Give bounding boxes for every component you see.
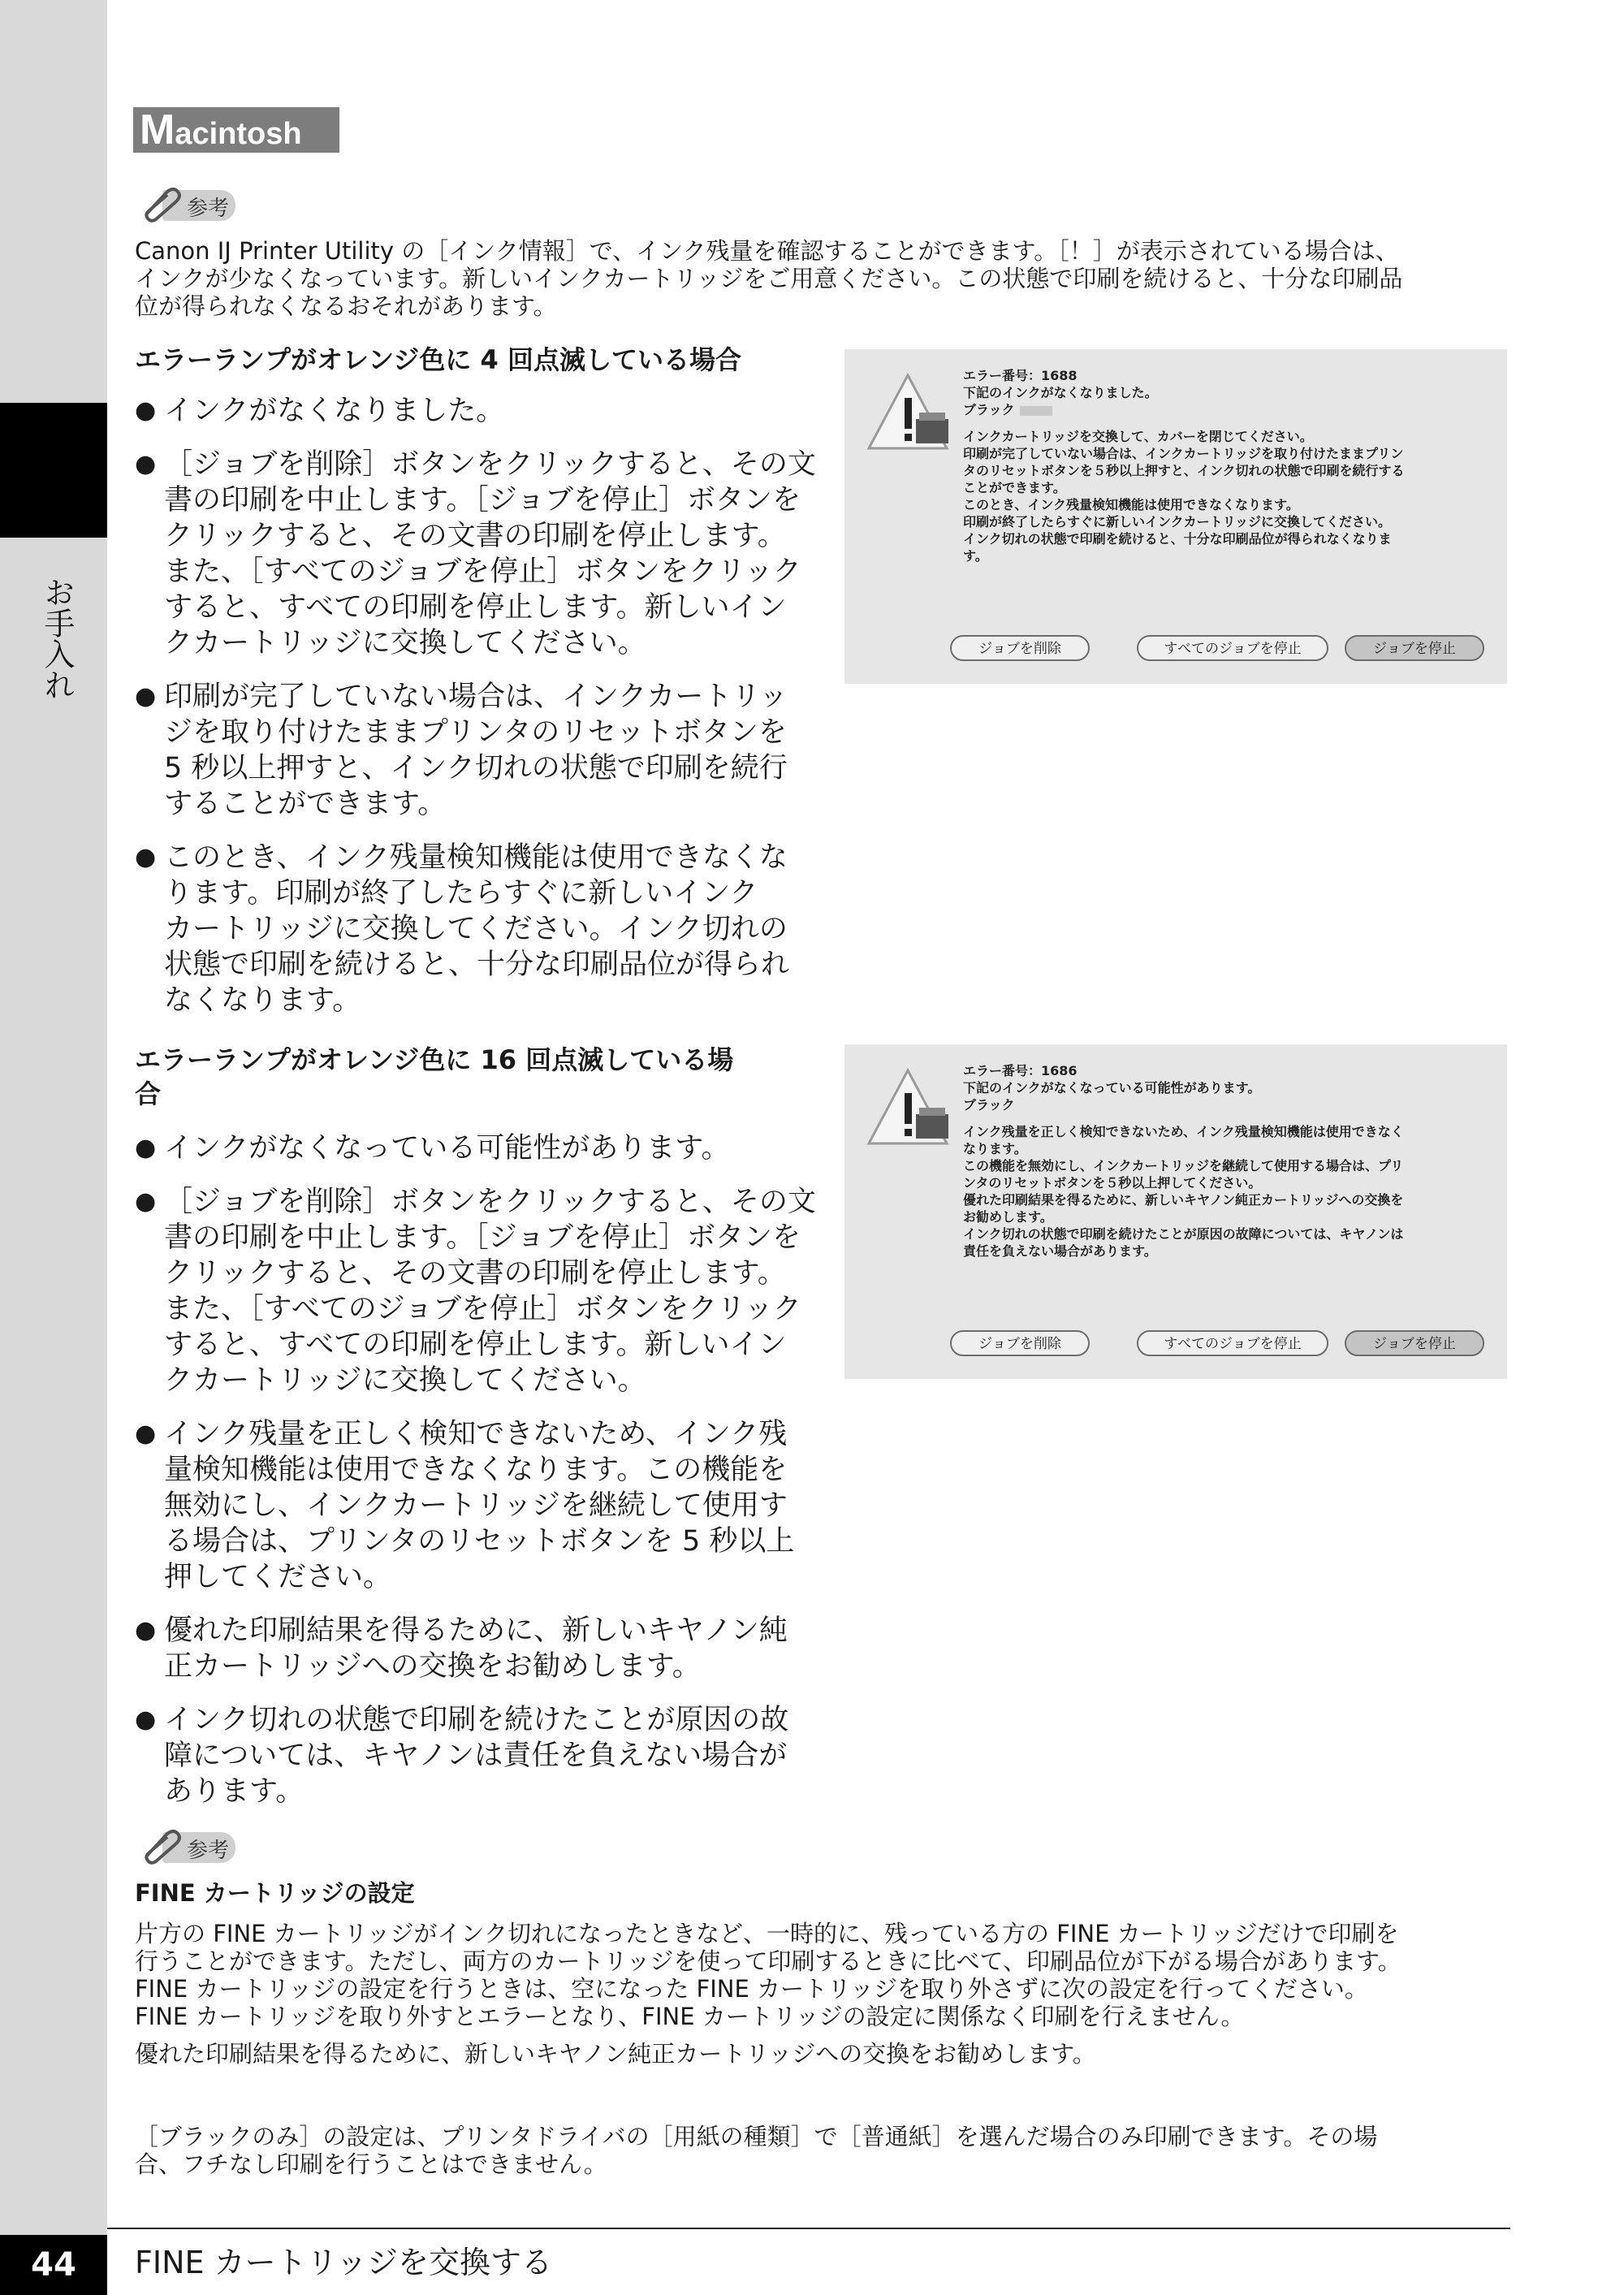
stop-all-jobs-button[interactable]: すべてのジョブを停止: [1137, 635, 1328, 661]
note-badge-label: 参考: [187, 197, 230, 221]
warning-printer-icon: [866, 370, 955, 460]
fine-paragraph-2: 優れた印刷結果を得るために、新しいキヤノン純正カートリッジへの交換をお勧めします。: [135, 2040, 1096, 2068]
fine-paragraph-1: 片方の FINE カートリッジがインク切れになったときなど、一時的に、残っている方の FINE カートリッジだけで印刷を 行うことができます。ただし、両方のカートリッジを使って印刷するときに比べて、印刷品位が下がる場合があります。 FINE カートリッジの設定を行うときは、空になった FINE カートリッジを取り外さずに次の設定を行ってください。 FINE カートリッジを取り外すとエラーとなり、FINE カートリッジの設定に関係なく印刷を行えません。: [135, 1920, 1402, 2030]
macintosh-badge: [133, 107, 339, 153]
list-item: ● 優れた印刷結果を得るために、新しいキヤノン純 正カートリッジへの交換をお勧めします。: [135, 1613, 817, 1684]
intro-line: Canon IJ Printer Utility の［インク情報］で、インク残量を確認することができます。［！］が表示されている場合は、: [135, 237, 1399, 265]
warning-printer-icon: [866, 1065, 955, 1155]
note-badge-2: [135, 1826, 235, 1865]
list-item: ● インクがなくなりました。: [135, 393, 817, 429]
dialog-line: 印刷が完了していない場合は、インクカートリッジを取り付けたままプリン: [963, 446, 1404, 461]
note-badge-label: 参考: [187, 1839, 230, 1863]
macintosh-badge-rest: acintosh: [175, 117, 302, 151]
dialog-line: この機能を無効にし、インクカートリッジを継続して使用する場合は、プリ: [963, 1158, 1404, 1173]
paperclip-icon: [135, 184, 185, 223]
dialog-line: インク切れの状態で印刷を続けたことが原因の故障については、キヤノンは: [963, 1226, 1404, 1242]
paperclip-icon: [135, 1826, 185, 1865]
error-dialog-1688: [844, 349, 1507, 684]
delete-job-button[interactable]: ジョブを削除: [950, 1330, 1090, 1356]
delete-job-button[interactable]: ジョブを削除: [950, 635, 1090, 661]
section1-heading: エラーランプがオレンジ色に 4 回点滅している場合: [135, 344, 741, 375]
intro-line: 位が得られなくなるおそれがあります。: [135, 292, 557, 320]
stop-all-jobs-button[interactable]: すべてのジョブを停止: [1137, 1330, 1328, 1356]
list-item: ● インク残量を正しく検知できないため、インク残 量検知機能は使用できなくなります。この機能を 無効にし、インクカートリッジを継続して使用す る場合は、プリンタのリセットボタンを 5 秒以上 押してください。: [135, 1416, 817, 1595]
list-item: ● ［ジョブを削除］ボタンをクリックすると、その文 書の印刷を中止します。［ジョブを停止］ボタンを クリックすると、その文書の印刷を停止します。 また、［すべてのジョブを停止］ボタンをクリック すると、すべての印刷を停止します。新しいイン クカートリッジに交換してください。: [135, 1184, 817, 1398]
list-item: ● インク切れの状態で印刷を続けたことが原因の故 障については、キヤノンは責任を負えない場合が あります。: [135, 1702, 817, 1809]
dialog-line: なります。: [963, 1141, 1027, 1156]
dialog-line: 下記のインクがなくなっている可能性があります。: [963, 1080, 1261, 1096]
footer-title: FINE カートリッジを交換する: [135, 2245, 553, 2280]
sidebar-band: [0, 0, 107, 2295]
dialog-line: 印刷が終了したらすぐに新しいインクカートリッジに交換してください。: [963, 514, 1392, 529]
dialog-line: ブラック: [963, 1097, 1015, 1113]
dialog-line: 責任を負えない場合があります。: [963, 1243, 1157, 1259]
dialog-line: インクカートリッジを交換して、カバーを閉じてください。: [963, 429, 1313, 444]
intro-line: インクが少なくなっています。新しいインクカートリッジをご用意ください。この状態で印刷を続けると、十分な印刷品: [135, 265, 1403, 292]
dialog-line: ンタのリセットボタンを５秒以上押してください。: [963, 1175, 1262, 1191]
stop-job-button[interactable]: ジョブを停止: [1345, 635, 1484, 661]
dialog-line: お勧めします。: [963, 1209, 1053, 1225]
error-dialog-1686: [844, 1044, 1507, 1379]
error-number: エラー番号：1688: [963, 368, 1078, 383]
dialog-line: このとき、インク残量検知機能は使用できなくなります。: [963, 497, 1299, 512]
dialog-line: 下記のインクがなくなりました。: [963, 385, 1158, 400]
fine-heading: FINE カートリッジの設定: [135, 1879, 415, 1907]
list-item: ● ［ジョブを削除］ボタンをクリックすると、その文 書の印刷を中止します。［ジョブを停止］ボタンを クリックすると、その文書の印刷を停止します。 また、［すべてのジョブを停止］ボタンをクリック すると、すべての印刷を停止します。新しいイン クカートリッジに交換してください。: [135, 447, 817, 661]
list-item: ● インクがなくなっている可能性があります。: [135, 1130, 817, 1166]
list-item: ● 印刷が完了していない場合は、インクカートリッ ジを取り付けたままプリンタのリセットボタンを 5 秒以上押すと、インク切れの状態で印刷を続行 することができます。: [135, 679, 817, 822]
page-number: 44: [0, 2235, 107, 2295]
dialog-line: す。: [963, 548, 988, 564]
section1-bullet-list: [135, 393, 817, 1036]
dialog-line: タのリセットボタンを５秒以上押すと、インク切れの状態で印刷を続行する: [963, 463, 1405, 478]
section-tab-marker: [0, 403, 107, 538]
intro-paragraph: [135, 237, 1515, 320]
dialog-line: インク残量を正しく検知できないため、インク残量検知機能は使用できなく: [963, 1124, 1404, 1139]
dialog-line: ことができます。: [963, 480, 1066, 495]
fine-paragraph-3: ［ブラックのみ］の設定は、プリンタドライバの［用紙の種類］で［普通紙］を選んだ場合のみ印刷できます。その場 合、フチなし印刷を行うことはできません。: [135, 2123, 1378, 2178]
section2-heading: エラーランプがオレンジ色に 16 回点滅している場 合: [135, 1044, 734, 1109]
ink-color-swatch: [1020, 406, 1052, 416]
dialog-line: 優れた印刷結果を得るために、新しいキヤノン純正カートリッジへの交換を: [963, 1192, 1404, 1208]
macintosh-badge-initial: M: [140, 106, 175, 153]
section-side-label: お手入れ: [39, 577, 75, 700]
note-badge-1: [135, 184, 235, 223]
dialog-line: インク切れの状態で印刷を続けると、十分な印刷品位が得られなくなりま: [963, 531, 1392, 547]
section2-bullet-list: [135, 1130, 817, 1827]
footer-rule: [107, 2228, 1510, 2229]
stop-job-button[interactable]: ジョブを停止: [1345, 1330, 1484, 1356]
list-item: ● このとき、インク残量検知機能は使用できなくな ります。印刷が終了したらすぐに新しいインク カートリッジに交換してください。インク切れの 状態で印刷を続けると、十分な印刷品位が得られ なくなります。: [135, 840, 817, 1018]
dialog-line: ブラック: [963, 401, 1491, 418]
error-number: エラー番号：1686: [963, 1063, 1078, 1078]
